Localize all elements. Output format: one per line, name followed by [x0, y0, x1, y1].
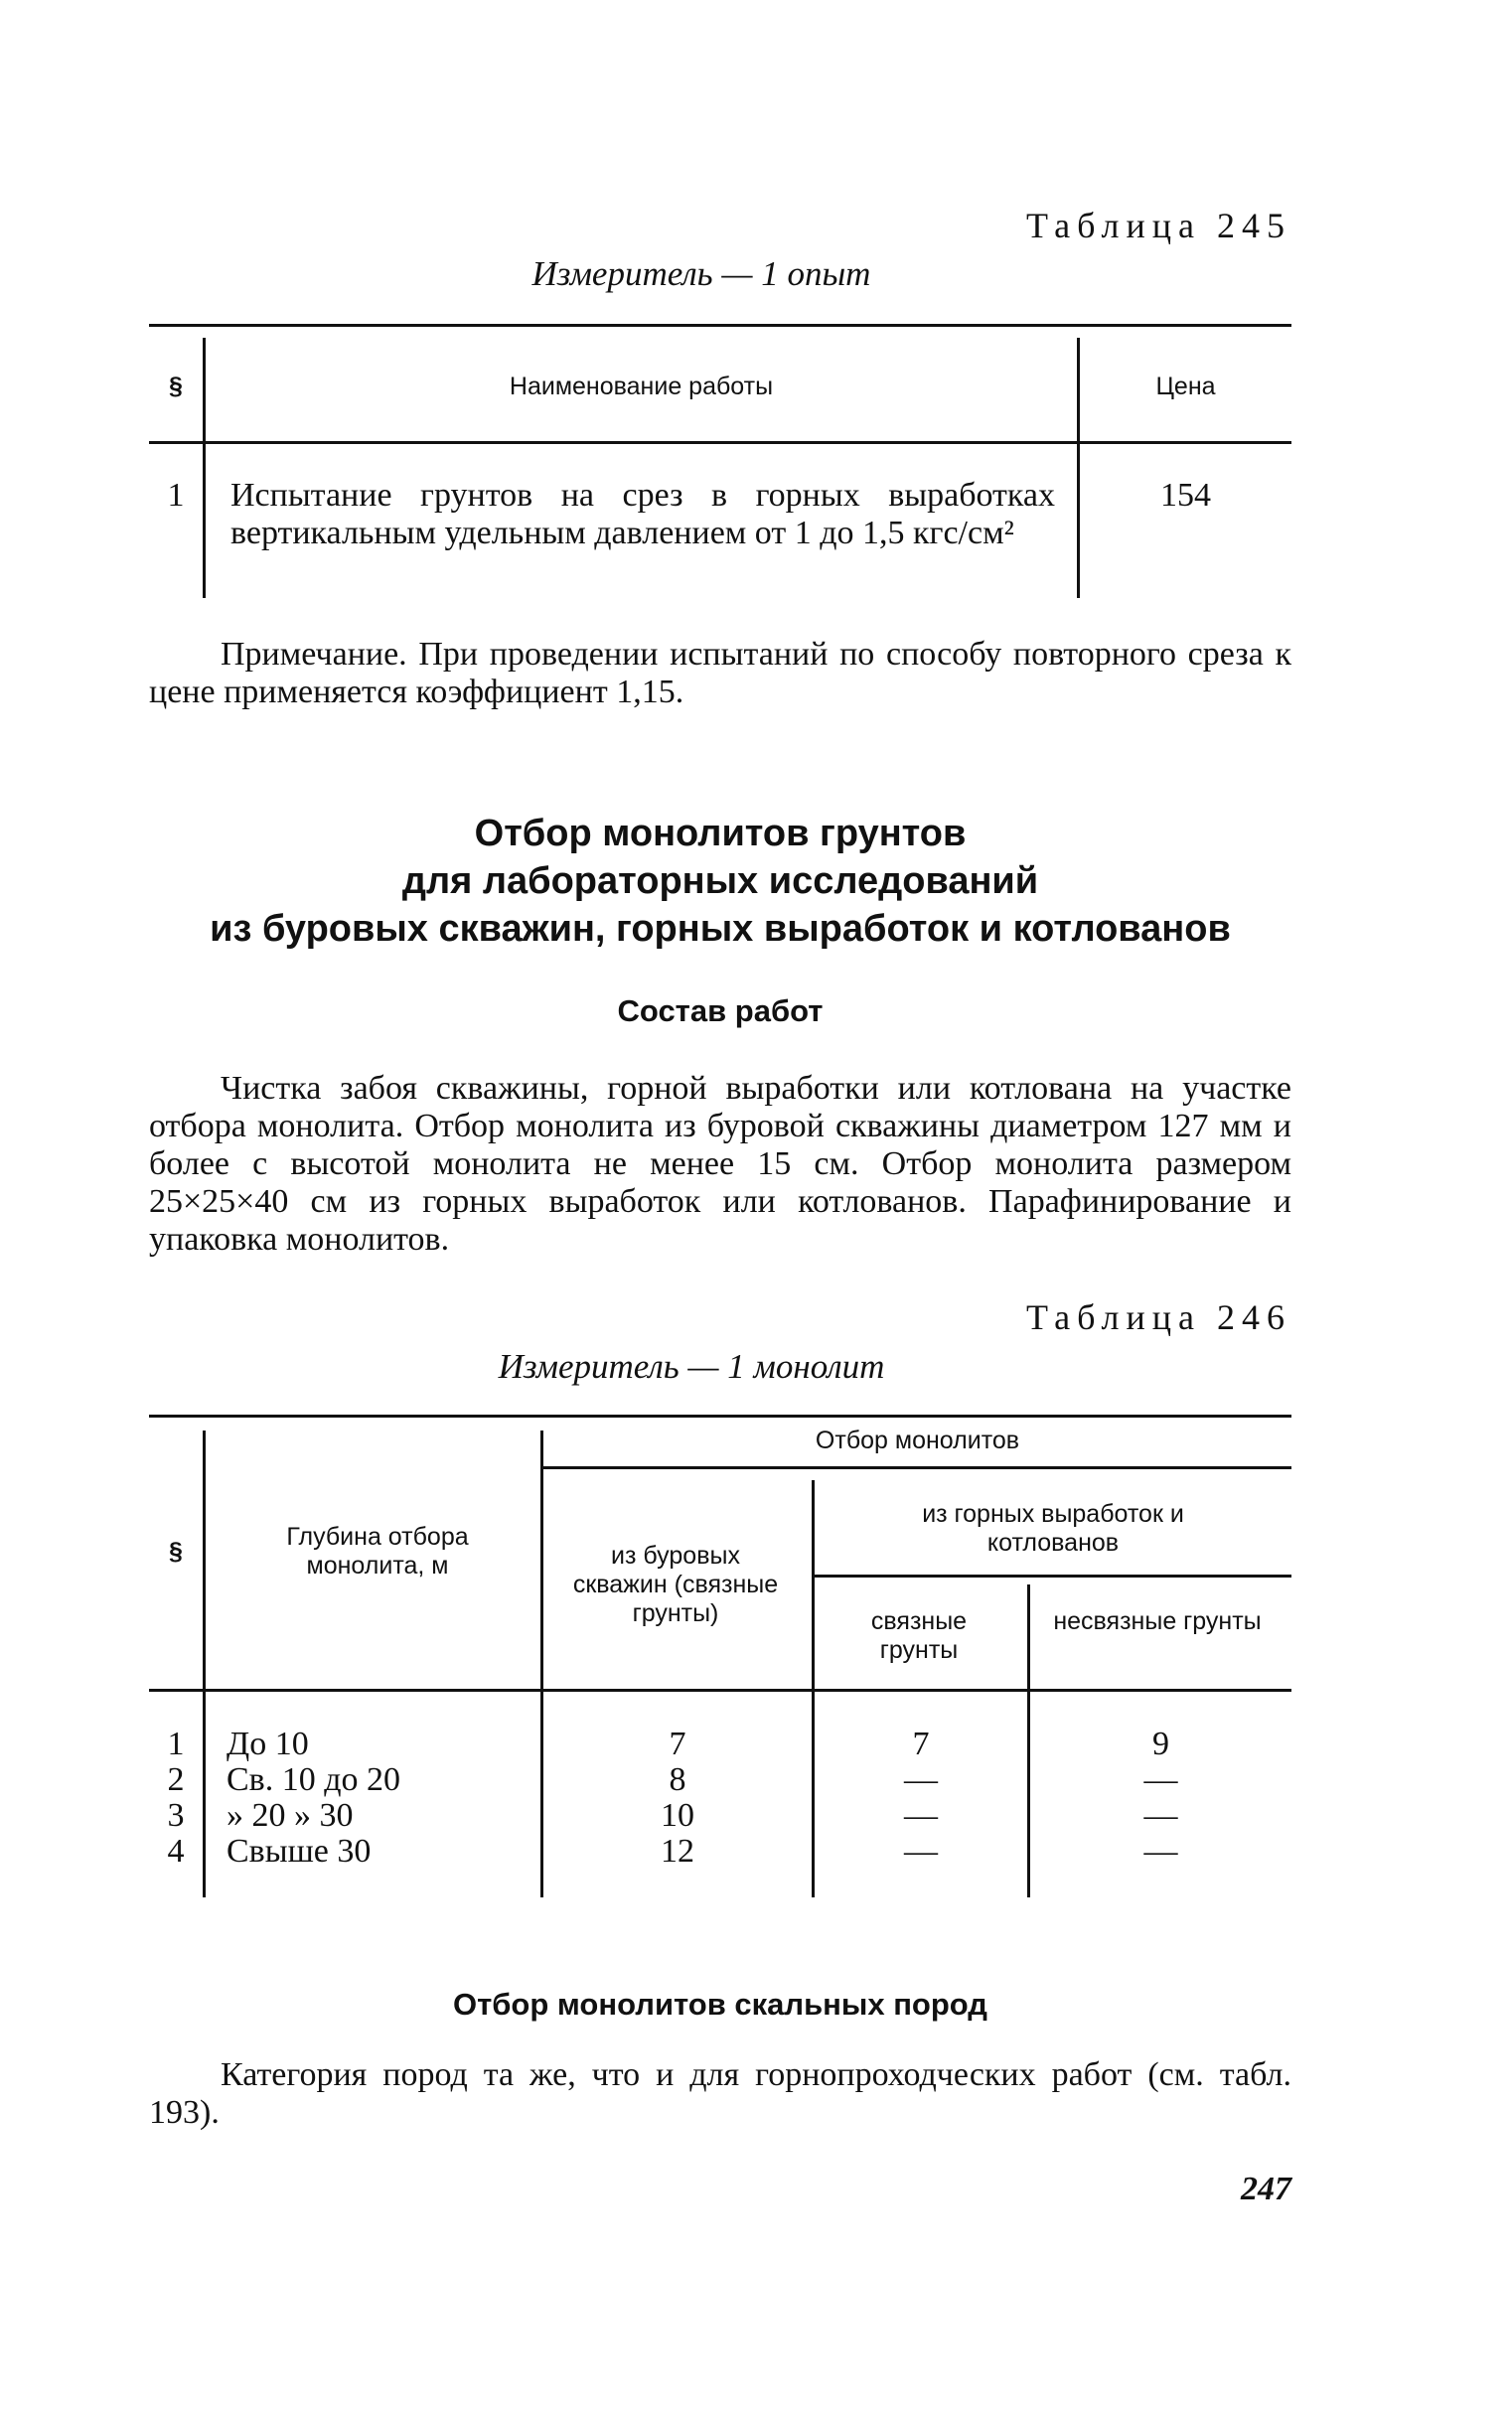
- table-246-row-depth: Свыше 30: [227, 1833, 372, 1870]
- table-246-row-noncohesive: —: [1143, 1761, 1178, 1798]
- table-246-header-cohesive: связные грунты: [870, 1607, 968, 1664]
- table-row: [149, 1833, 1291, 1869]
- table-row: [149, 1761, 1291, 1797]
- table-246-header-depth: Глубина отбора монолита, м: [286, 1523, 469, 1580]
- table-246-header-rule: [149, 1689, 1291, 1692]
- table-246-meter: Измеритель — 1 монолит: [498, 1347, 885, 1386]
- rock-title: Отбор монолитов скальных пород: [452, 1987, 987, 2022]
- table-245-note: Примечание. При проведении испытаний по способу повторного среза к цене применяется коэффициент 1,15.: [149, 636, 1291, 710]
- table-246-header-mines: из горных выработок и котлованов: [922, 1500, 1184, 1557]
- table-246-row-cohesive: —: [904, 1761, 938, 1798]
- table-245-meter: Измеритель — 1 опыт: [531, 254, 871, 293]
- table-246-mines-rule: [815, 1575, 1291, 1578]
- table-245-row-num: 1: [167, 477, 185, 514]
- table-246-header-group: Отбор монолитов: [815, 1427, 1020, 1454]
- rock-body: Категория пород та же, что и для горнопроходческих работ (см. табл. 193).: [149, 2056, 1291, 2131]
- table-246-row-num: 3: [167, 1797, 185, 1834]
- section-title-line-2: для лабораторных исследований: [401, 860, 1039, 902]
- table-row: [149, 1726, 1291, 1761]
- table-246-row-depth: До 10: [227, 1726, 309, 1762]
- section-title: [149, 810, 1291, 953]
- table-246-row-depth: Св. 10 до 20: [227, 1761, 401, 1798]
- table-246-top-rule: [149, 1415, 1291, 1418]
- table-246-row-bore: 7: [669, 1726, 686, 1762]
- table-row: [149, 1797, 1291, 1833]
- table-246-row-cohesive: —: [904, 1833, 938, 1870]
- table-246-row-depth: » 20 » 30: [227, 1797, 354, 1834]
- table-246-row-bore: 8: [669, 1761, 686, 1798]
- table-246-row-noncohesive: 9: [1152, 1726, 1169, 1762]
- section-body: Чистка забоя скважины, горной выработки или котлована на участке отбора монолита. Отбор монолита из буровой скважины диаметром 127 мм и более с высотой монолита не менее 15 см. Отбор монолита размером 25×25×40 см из горных выработок или котлованов. Парафинирование и упаковка монолитов.: [149, 1070, 1291, 1258]
- table-246-row-cohesive: 7: [912, 1726, 930, 1762]
- table-246-row-noncohesive: —: [1143, 1797, 1178, 1834]
- table-246-group-rule: [543, 1466, 1291, 1469]
- table-245-top-rule: [149, 324, 1291, 327]
- table-246-row-num: 1: [167, 1726, 185, 1762]
- table-245-row-price: 154: [1160, 477, 1211, 514]
- section-subtitle: Состав работ: [617, 993, 824, 1028]
- table-246-row-num: 4: [167, 1833, 185, 1870]
- section-title-line-1: Отбор монолитов грунтов: [474, 813, 967, 854]
- table-245-header-section: §: [169, 373, 183, 400]
- table-245-header-name: Наименование работы: [509, 373, 774, 400]
- table-246-row-cohesive: —: [904, 1797, 938, 1834]
- table-245-row-name: Испытание грунтов на срез в горных выработках вертикальным удельным давлением от 1 до 1,5 кгс/см²: [230, 477, 1055, 551]
- table-246-row-bore: 10: [661, 1797, 694, 1834]
- table-245-header-rule: [149, 441, 1291, 444]
- table-246-body: [149, 1726, 1291, 1869]
- table-246-header-noncohesive: несвязные грунты: [1053, 1607, 1262, 1635]
- table-246-header-boreholes: из буровых скважин (связные грунты): [572, 1542, 779, 1627]
- table-245-header-price: Цена: [1155, 373, 1216, 400]
- table-246-row-bore: 12: [661, 1833, 694, 1870]
- table-245-caption: Таблица 245: [1026, 206, 1291, 245]
- table-246-caption: Таблица 246: [1026, 1297, 1291, 1337]
- page-number: 247: [1241, 2171, 1291, 2207]
- table-246-row-noncohesive: —: [1143, 1833, 1178, 1870]
- table-246-header-section: §: [169, 1538, 183, 1566]
- table-246-row-num: 2: [167, 1761, 185, 1798]
- section-title-line-3: из буровых скважин, горных выработок и котлованов: [210, 908, 1231, 950]
